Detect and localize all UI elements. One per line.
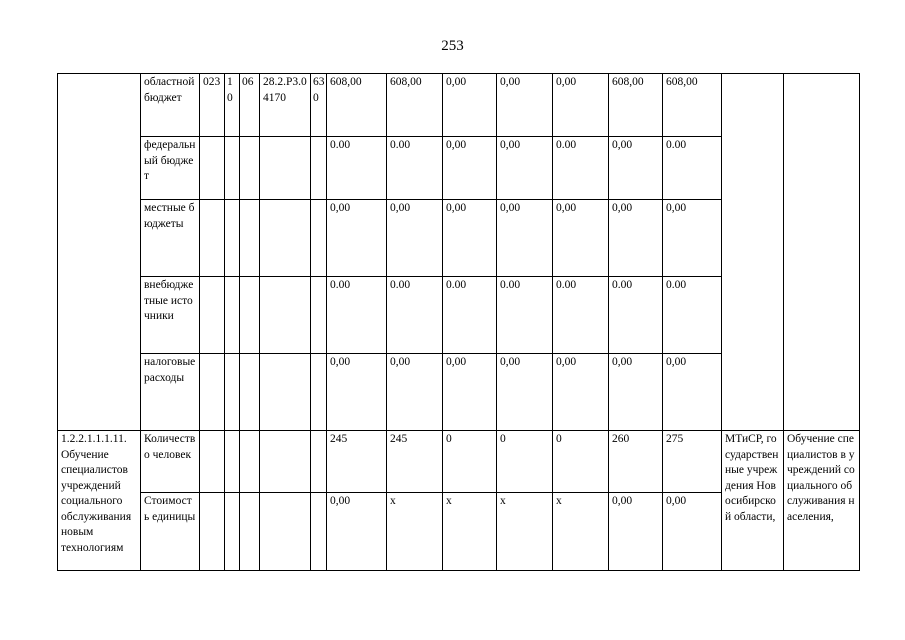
value-cell: 0,00 <box>497 74 553 137</box>
value-cell: 0,00 <box>387 354 443 431</box>
value-cell: 0,00 <box>663 493 722 571</box>
code-cell <box>225 493 240 571</box>
table-row <box>58 74 860 137</box>
value-cell: 0,00 <box>553 74 609 137</box>
value-cell: 0 <box>553 431 609 493</box>
value-cell: 0,00 <box>609 493 663 571</box>
executor-cell: МТиСР, государственные учреждения Новосибирской области, <box>722 431 784 571</box>
value-cell: 245 <box>387 431 443 493</box>
value-cell: 608,00 <box>609 74 663 137</box>
value-cell: 608,00 <box>387 74 443 137</box>
value-cell: 0,00 <box>443 137 497 200</box>
value-cell: х <box>553 493 609 571</box>
code-cell <box>311 137 327 200</box>
code-cell <box>200 431 225 493</box>
code-cell <box>311 354 327 431</box>
value-cell: 0,00 <box>663 200 722 277</box>
value-cell: 0,00 <box>497 137 553 200</box>
value-cell: 0,00 <box>497 354 553 431</box>
value-cell: 0,00 <box>443 200 497 277</box>
code-cell <box>225 200 240 277</box>
value-cell: 0,00 <box>443 354 497 431</box>
code-cell <box>225 137 240 200</box>
value-cell: 0,00 <box>609 137 663 200</box>
value-cell: 0,00 <box>663 354 722 431</box>
value-cell: 0 <box>443 431 497 493</box>
code-cell: 28.2.Р3.04170 <box>260 74 311 137</box>
value-cell: 260 <box>609 431 663 493</box>
code-cell <box>200 137 225 200</box>
code-cell <box>225 431 240 493</box>
value-cell: 0,00 <box>553 354 609 431</box>
value-cell: 0,00 <box>497 200 553 277</box>
code-cell <box>311 431 327 493</box>
value-cell: х <box>497 493 553 571</box>
value-cell: х <box>443 493 497 571</box>
value-cell: 0,00 <box>327 493 387 571</box>
code-cell <box>311 200 327 277</box>
code-cell <box>260 200 311 277</box>
executor-cell-empty <box>722 74 784 431</box>
value-cell: 0,00 <box>327 200 387 277</box>
value-cell: 0.00 <box>609 277 663 354</box>
indicator-name: Стоимость единицы <box>141 493 200 571</box>
value-cell: 0,00 <box>443 74 497 137</box>
indicator-name: Количество человек <box>141 431 200 493</box>
code-cell: 06 <box>240 74 260 137</box>
item-name: 1.2.2.1.1.1.11. Обучение специалистов учреждений социального обслуживания новым технологиям <box>58 431 141 571</box>
code-cell <box>260 431 311 493</box>
value-cell: 0.00 <box>443 277 497 354</box>
value-cell: х <box>387 493 443 571</box>
page-number: 253 <box>441 38 464 54</box>
code-cell <box>240 277 260 354</box>
value-cell: 0,00 <box>387 200 443 277</box>
result-cell-empty <box>784 74 860 431</box>
code-cell <box>240 431 260 493</box>
value-cell: 0,00 <box>609 200 663 277</box>
code-cell <box>240 354 260 431</box>
value-cell: 0,00 <box>553 200 609 277</box>
value-cell: 0.00 <box>663 277 722 354</box>
value-cell: 0,00 <box>609 354 663 431</box>
value-cell: 0.00 <box>327 277 387 354</box>
value-cell: 0.00 <box>387 137 443 200</box>
code-cell: 10 <box>225 74 240 137</box>
code-cell <box>311 277 327 354</box>
value-cell: 0.00 <box>663 137 722 200</box>
value-cell: 0.00 <box>497 277 553 354</box>
value-cell: 0.00 <box>553 277 609 354</box>
item-name-cell-empty <box>58 74 141 431</box>
code-cell <box>240 200 260 277</box>
funding-source: областной бюджет <box>141 74 200 137</box>
code-cell <box>225 354 240 431</box>
value-cell: 0,00 <box>327 354 387 431</box>
value-cell: 0.00 <box>553 137 609 200</box>
funding-source: внебюджетные источники <box>141 277 200 354</box>
code-cell <box>260 277 311 354</box>
value-cell: 608,00 <box>663 74 722 137</box>
code-cell <box>200 200 225 277</box>
code-cell <box>311 493 327 571</box>
code-cell <box>260 493 311 571</box>
code-cell <box>240 493 260 571</box>
funding-source: местные бюджеты <box>141 200 200 277</box>
value-cell: 245 <box>327 431 387 493</box>
code-cell: 023 <box>200 74 225 137</box>
code-cell: 630 <box>311 74 327 137</box>
value-cell: 275 <box>663 431 722 493</box>
funding-source: налоговые расходы <box>141 354 200 431</box>
code-cell <box>225 277 240 354</box>
code-cell <box>200 493 225 571</box>
result-cell: Обучение специалистов в учреждений социального обслуживания населения, <box>784 431 860 571</box>
code-cell <box>200 277 225 354</box>
funding-source: федеральный бюджет <box>141 137 200 200</box>
value-cell: 0.00 <box>387 277 443 354</box>
value-cell: 608,00 <box>327 74 387 137</box>
code-cell <box>260 137 311 200</box>
code-cell <box>200 354 225 431</box>
value-cell: 0 <box>497 431 553 493</box>
code-cell <box>260 354 311 431</box>
value-cell: 0.00 <box>327 137 387 200</box>
table-row <box>58 431 860 493</box>
code-cell <box>240 137 260 200</box>
budget-table <box>57 73 860 571</box>
